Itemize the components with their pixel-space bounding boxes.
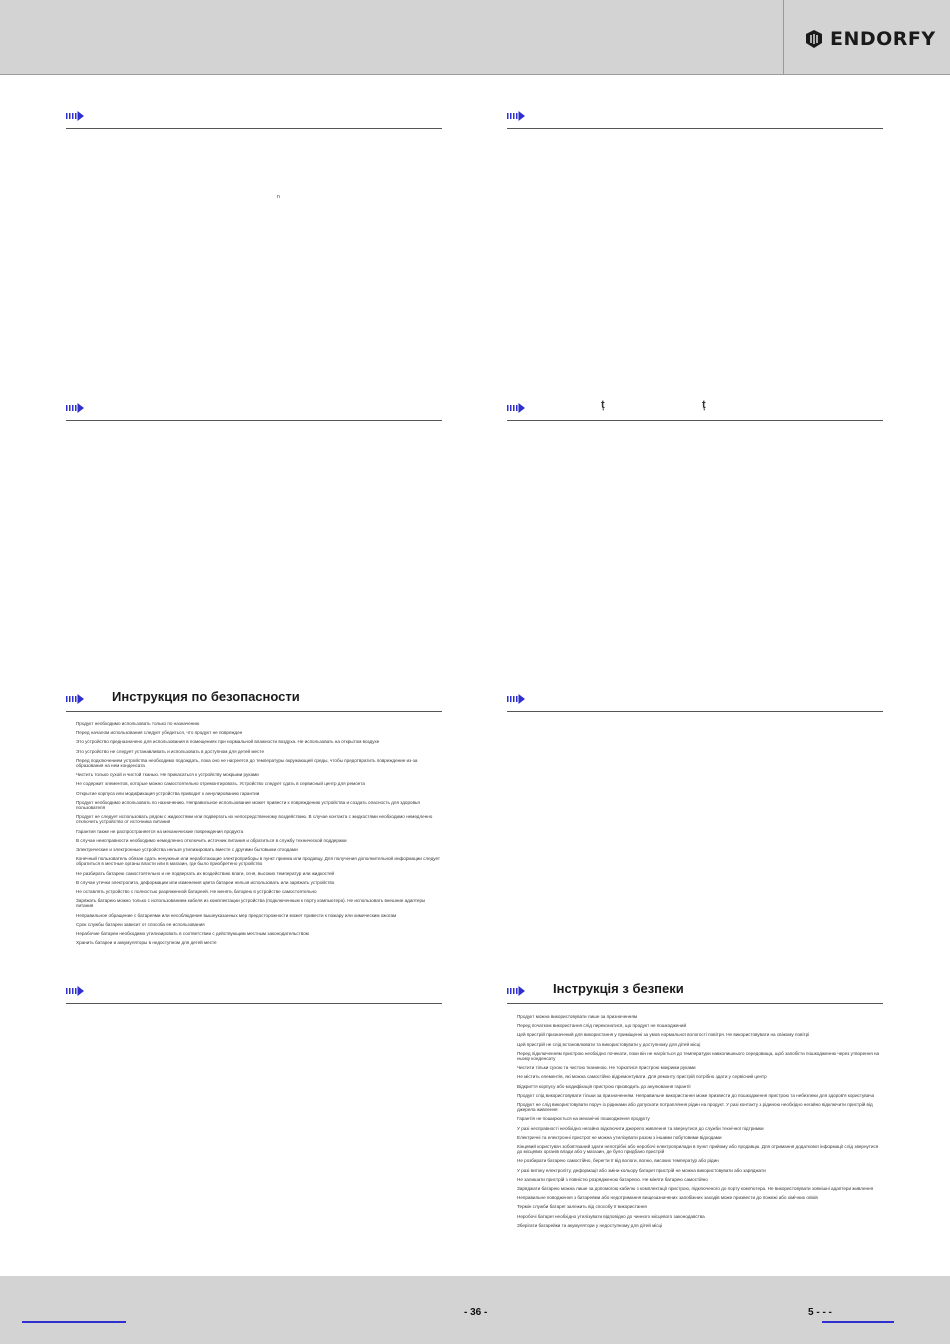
brand-logo [804,28,936,50]
list-item: У разі несправності необхідно негайно відключити джерело живлення та звернутися до служби технічної підтримки [517,1125,764,1131]
list-item: Не оставлять устройство с полностью разряженной батареей. Не менять батарею в устройстве самостоятельно [76,889,317,895]
list-item: Заряжать батарею можно только с использованием кабеля из комплектации устройства (подключенным к порту компьютера). Не использовать внешние адаптеры питания [76,898,426,909]
list-item: Електричні та електронні пристрої не можна утилізувати разом з іншими побутовими відходами [517,1134,722,1140]
list-item: Гарантия также не распространяется на механические повреждения продукта [76,828,244,834]
list-item: Термін служби батареї залежить від способу її використання [517,1204,647,1210]
uk-safety-list [517,1014,883,1232]
arrow-bullet-icon [507,694,525,704]
list-item: Неправильное обращение с батареями или несоблюдение вышеуказанных мер предосторожности может привести к пожару или химическим ожогам [76,912,397,918]
arrow-bullet-icon [66,111,84,121]
list-item: Чистити тільки сухою та чистою тканиною. Не торкатися пристрою мокрими руками [517,1065,696,1071]
stray-mark: ț [601,399,605,411]
list-item: Открытие корпуса или модификация устройства приводит к аннулированию гарантии [76,790,260,796]
section-rule [66,420,442,421]
list-item: Перед підключенням пристрою необхідно почекати, поки він не нагріється до температури навколишнього середовища, щоб запобігти пошкодженню через утворення на ньому конденсату [517,1050,880,1062]
stray-mark: n [277,194,280,200]
page-number-left: - 36 - [464,1307,488,1318]
arrow-bullet-icon [507,403,525,413]
list-item: Не разбирать батарею самостоятельно и не подвергать их воздействию влаги, огня, высоких температур или жидкостей [76,870,335,876]
list-item: Продукт необходимо использовать по назначению. Неправильное использование может привести к повреждению устройства и создать опасность для здоровья пользователя [76,799,420,811]
list-item: Не содержит элементов, которые можно самостоятельно отремонтировать. Устройство следует сдать в сервисный центр для ремонта [76,781,365,787]
list-item: Срок службы батареи зависит от способа ее использования [76,921,205,927]
list-item: Перед началом использования следует убедиться, что продукт не поврежден [76,730,243,736]
ru-safety-list [76,721,442,949]
arrow-bullet-icon [66,694,84,704]
list-item: Цей пристрій призначений для використання у приміщенні за умов нормальної вологості повітря. Не використовувати на свіжому повітрі [517,1032,810,1038]
section-title: Инструкция по безопасности [112,689,300,704]
list-item: Кінцевий користувач зобов'язаний здати непотрібні або неробочі електроприлади в пункт прийому або продавцю. Для отримання додаткової інформації слід звернутися до місцевих органів влади або у магазин, де було придбано пристрій [517,1144,879,1155]
stray-mark: ț [702,399,706,411]
list-item: Электрические и электронные устройства нельзя утилизировать вместе с другими бытовыми отходами [76,847,298,853]
arrow-bullet-icon [66,986,84,996]
section-rule [507,711,883,712]
list-item: Цей пристрій не слід встановлювати та використовувати у доступному для дітей місці [517,1041,701,1047]
section-title: Інструкція з безпеки [553,981,684,996]
list-item: Нерабочие батареи необходимо утилизировать в соответствии с действующим местным законодательством [76,931,309,937]
arrow-bullet-icon [66,403,84,413]
page-number-right: 5 - - - [808,1307,832,1318]
list-item: Не містить елементів, які можна самостійно відремонтувати. Для ремонту пристрій потрібно здати у сервісний центр [517,1074,767,1080]
list-item: У разі витоку електроліту, деформації або зміни кольору батареї пристрій не можна використовувати або заряджати [517,1167,766,1173]
section-rule [66,711,442,712]
arrow-bullet-icon [507,111,525,121]
list-item: Неправильне поводження з батареями або недотримання вищезазначених запобіжних заходів може призвести до пожежі або хімічних опіків [517,1195,818,1201]
list-item: Перед початком використання слід переконатися, що продукт не пошкоджений [517,1023,687,1029]
section-rule [507,420,883,421]
footer-accent-line [22,1321,126,1323]
arrow-bullet-icon [507,986,525,996]
section-rule [66,1003,442,1004]
footer-accent-line [822,1321,894,1323]
list-item: Не розбирати батарею самостійно, берегти її від вологи, вогню, високих температур або рідин [517,1158,719,1164]
list-item: Продукт необходимо использовать только по назначению [76,721,200,726]
brand-name: ENDORFY [830,28,936,50]
list-item: В случае неисправности необходимо немедленно отключить источник питания и обратиться в службу технической поддержки [76,837,347,843]
list-item: Не залишати пристрій з повністю розрядженою батареєю. Не міняти батарею самостійно [517,1176,708,1182]
list-item: Чистить только сухой и чистой тканью. Не прикасаться к устройству мокрыми руками [76,772,259,778]
section-rule [507,1003,883,1004]
list-item: В случае утечки электролита, деформации или изменения цвета батареи нельзя использовать или заряжать устройство [76,879,335,885]
section-rule [66,128,442,129]
list-item: Продукт слід використовувати тільки за призначенням. Неправильне використання може призвести до пошкодження пристрою та небезпеки для здоров'я користувача [517,1092,875,1098]
list-item: Зберігати батарейки та акумулятори у недоступному для дітей місці [517,1222,663,1228]
list-item: Это устройство предназначено для использования в помещениях при нормальной влажности воздуха. Не использовать на открытом воздухе [76,739,380,745]
list-item: Это устройство не следует устанавливать и использовать в доступном для детей месте [76,748,265,754]
list-item: Гарантія не поширюється на механічні пошкодження продукту [517,1116,650,1122]
list-item: Перед подключением устройства необходимо подождать, пока оно не нагреется до температуры окружающей среды, чтобы предотвратить повреждение из-за образования на нем конденсата [76,757,418,769]
list-item: Продукт можна використовувати лише за призначенням [517,1014,637,1019]
section-rule [507,128,883,129]
list-item: Конечный пользователь обязан сдать ненужные или неработающие электроприборы в пункт приема или продавцу. Для получения дополнительной информации следует обратиться в местные органы власти или в магазин, где было приобретено устройство [76,856,441,867]
list-item: Хранить батареи и аккумуляторы в недоступном для детей месте [76,940,217,946]
list-item: Продукт не слід використовувати поруч із рідинами або допускати потрапляння рідин на продукт. У разі контакту з рідиною необхідно негайно відключити пристрій від джерела живлення [517,1102,873,1113]
list-item: Заряджати батарею можна лише за допомогою кабелю з комплектації пристрою, підключеного до порту комп'ютера. Не використовувати зовнішні адаптери живлення [517,1186,874,1192]
header-divider [783,0,784,74]
list-item: Відкриття корпусу або модифікація пристрою призводить до анулювання гарантії [517,1083,691,1089]
list-item: Неробочі батареї необхідно утилізувати відповідно до чинного місцевого законодавства [517,1213,705,1219]
endorfy-logo-icon [804,29,824,49]
list-item: Продукт не следует использовать рядом с жидкостями или подвергать их непосредственному воздействию. В случае контакта с жидкостями необходимо немедленно отключить устройство от источника питания [76,814,433,825]
